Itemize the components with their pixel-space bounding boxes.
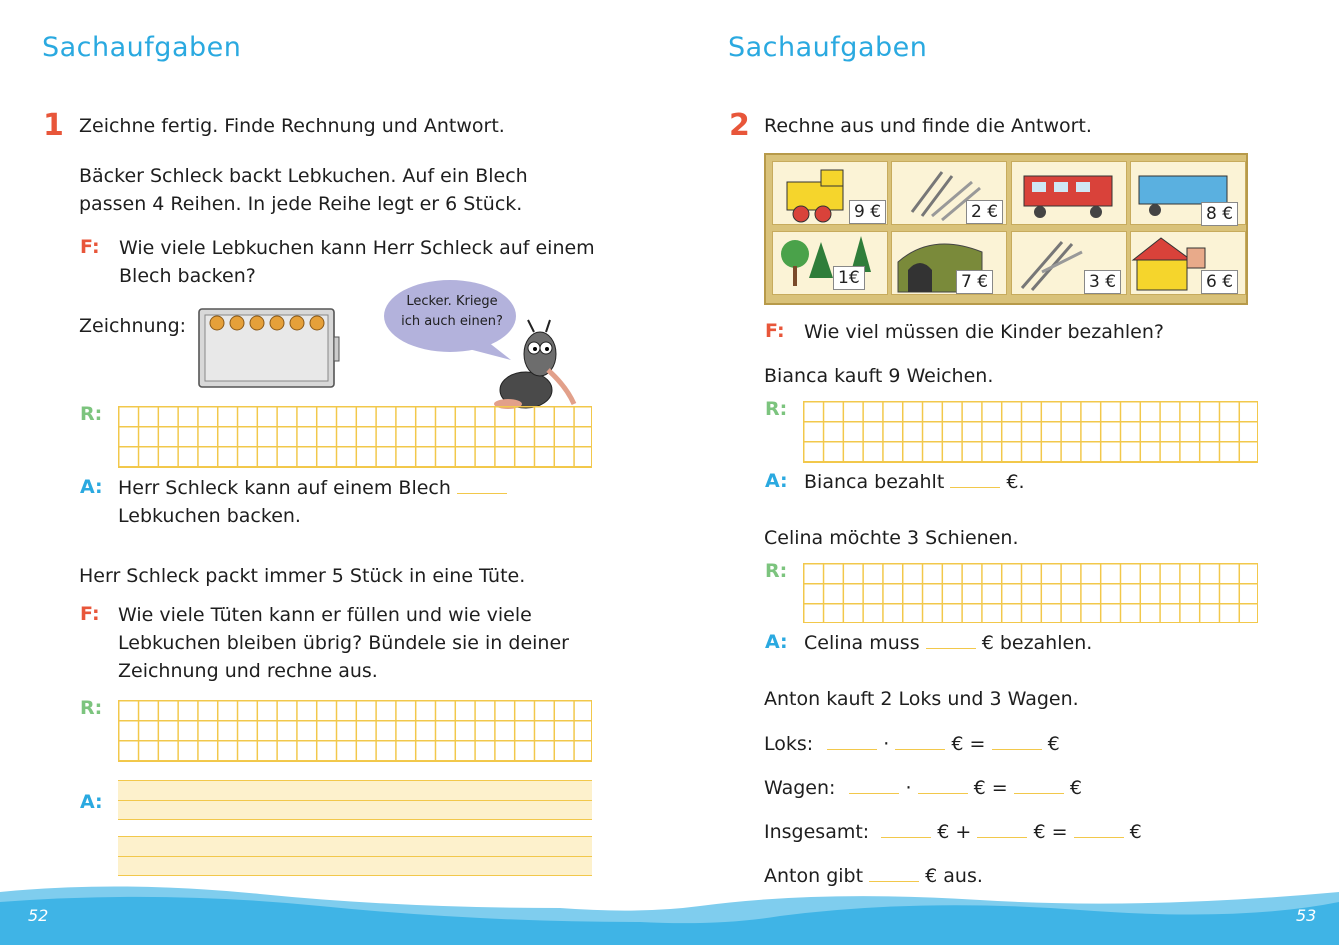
r-label-celina: R: xyxy=(765,560,788,582)
task-1-question-line-1: Wie viele Lebkuchen kann Herr Schleck auf einem xyxy=(119,237,595,259)
task-2-question: Wie viel müssen die Kinder bezahlen? xyxy=(804,321,1164,343)
r-label-2: R: xyxy=(80,697,103,719)
speech-line-1: Lecker. Kriege xyxy=(406,294,498,309)
loks-blank-1[interactable] xyxy=(827,731,877,750)
shelf-cell-blue-wagon xyxy=(1130,161,1246,225)
r-label: R: xyxy=(80,403,103,425)
celina-text: Celina möchte 3 Schienen. xyxy=(764,527,1019,549)
answer-blank[interactable] xyxy=(457,475,507,494)
a-label-2: A: xyxy=(80,791,103,813)
bianca-text: Bianca kauft 9 Weichen. xyxy=(764,365,994,387)
loks-row xyxy=(764,730,1060,758)
insgesamt-blank-1[interactable] xyxy=(881,819,931,838)
task-1-answer-line-1 xyxy=(118,474,507,502)
wagen-dot: · xyxy=(905,777,912,799)
right-page-number: 53 xyxy=(1296,906,1317,925)
task-1-answer-line-2: Lebkuchen backen. xyxy=(118,505,301,527)
insgesamt-euro-eq: € = xyxy=(1033,821,1068,843)
task-2-instruction: Rechne aus und finde die Antwort. xyxy=(764,115,1092,137)
answer-text-1: Herr Schleck kann auf einem Blech xyxy=(118,477,451,499)
anton-text: Anton kauft 2 Loks und 3 Wagen. xyxy=(764,688,1079,710)
shelf-cell-tracks xyxy=(891,161,1007,225)
ant-character xyxy=(488,318,580,412)
right-page-title: Sachaufgaben xyxy=(728,32,928,63)
price-tag-blue-wagon: 8 € xyxy=(1201,202,1238,226)
loks-label: Loks: xyxy=(764,733,814,755)
insgesamt-euro-plus: € + xyxy=(937,821,972,843)
shelf-cell-loco xyxy=(772,161,888,225)
a-label-celina: A: xyxy=(765,631,788,653)
shelf-cell-switch xyxy=(1011,231,1127,295)
wagen-euro-eq: € = xyxy=(973,777,1008,799)
task-1-story-line-2: passen 4 Reihen. In jede Reihe legt er 6 Stück. xyxy=(79,193,523,215)
f-label-right: F: xyxy=(765,320,785,342)
f-label-2: F: xyxy=(80,603,100,625)
wagen-blank-2[interactable] xyxy=(918,775,968,794)
insgesamt-blank-3[interactable] xyxy=(1074,819,1124,838)
bianca-answer-text: Bianca bezahlt xyxy=(804,471,945,493)
insgesamt-euro: € xyxy=(1129,821,1142,843)
task-2-number: 2 xyxy=(729,108,750,143)
wagen-row xyxy=(764,774,1082,802)
loks-blank-3[interactable] xyxy=(992,731,1042,750)
shelf-cell-red-wagon xyxy=(1011,161,1127,225)
task-1-number: 1 xyxy=(43,108,64,143)
celina-answer-text: Celina muss xyxy=(804,632,920,654)
a-label: A: xyxy=(80,476,103,498)
bianca-answer xyxy=(804,468,1025,496)
price-tag-house: 6 € xyxy=(1201,270,1238,294)
bianca-answer-blank[interactable] xyxy=(950,469,1000,488)
shelf-cell-trees xyxy=(772,231,888,295)
f-label: F: xyxy=(80,236,100,258)
loks-euro-eq: € = xyxy=(951,733,986,755)
calculation-grid-2[interactable] xyxy=(118,700,592,762)
price-tag-trees: 1€ xyxy=(833,266,865,290)
wagen-blank-1[interactable] xyxy=(849,775,899,794)
speech-line-2: ich auch einen? xyxy=(401,314,503,329)
celina-answer-blank[interactable] xyxy=(926,630,976,649)
left-page-title: Sachaufgaben xyxy=(42,32,242,63)
loks-blank-2[interactable] xyxy=(895,731,945,750)
drawing-label: Zeichnung: xyxy=(79,315,187,337)
price-tag-tracks: 2 € xyxy=(966,200,1003,224)
loks-dot: · xyxy=(883,733,890,755)
toy-shelf-illustration xyxy=(764,153,1248,305)
bottom-wave-decoration xyxy=(0,880,1339,945)
bianca-answer-euro: €. xyxy=(1006,471,1025,493)
wagen-label: Wagen: xyxy=(764,777,836,799)
a-label-bianca: A: xyxy=(765,470,788,492)
celina-answer xyxy=(804,629,1092,657)
price-tag-loco: 9 € xyxy=(849,200,886,224)
left-page-number: 52 xyxy=(28,906,49,925)
price-tag-tunnel: 7 € xyxy=(956,270,993,294)
task-1-story-line-1: Bäcker Schleck backt Lebkuchen. Auf ein Blech xyxy=(79,165,528,187)
insgesamt-label: Insgesamt: xyxy=(764,821,870,843)
task-1-story-2: Herr Schleck packt immer 5 Stück in eine Tüte. xyxy=(79,565,526,587)
wagen-blank-3[interactable] xyxy=(1014,775,1064,794)
task-1-question2-line-1: Wie viele Tüten kann er füllen und wie viele xyxy=(118,604,532,626)
insgesamt-row xyxy=(764,818,1142,846)
task-1-instruction: Zeichne fertig. Finde Rechnung und Antwort. xyxy=(79,115,505,137)
shelf-cell-house xyxy=(1130,231,1246,295)
insgesamt-blank-2[interactable] xyxy=(977,819,1027,838)
anton-answer-euro: € aus. xyxy=(925,865,983,887)
baking-tray-drawing xyxy=(197,307,340,389)
calculation-grid-1[interactable] xyxy=(118,406,592,468)
r-label-bianca: R: xyxy=(765,398,788,420)
task-1-question2-line-2: Lebkuchen bleiben übrig? Bündele sie in deiner xyxy=(118,632,569,654)
task-1-question-line-2: Blech backen? xyxy=(119,265,256,287)
task-1-question2-line-3: Zeichnung und rechne aus. xyxy=(118,660,378,682)
answer-lines-2[interactable] xyxy=(118,836,592,876)
calculation-grid-celina[interactable] xyxy=(803,563,1258,623)
loks-euro: € xyxy=(1047,733,1060,755)
calculation-grid-bianca[interactable] xyxy=(803,401,1258,463)
answer-lines-1[interactable] xyxy=(118,780,592,820)
celina-answer-euro: € bezahlen. xyxy=(981,632,1093,654)
price-tag-switch: 3 € xyxy=(1084,270,1121,294)
shelf-cell-tunnel xyxy=(891,231,1007,295)
anton-answer-text: Anton gibt xyxy=(764,865,864,887)
wagen-euro: € xyxy=(1069,777,1082,799)
